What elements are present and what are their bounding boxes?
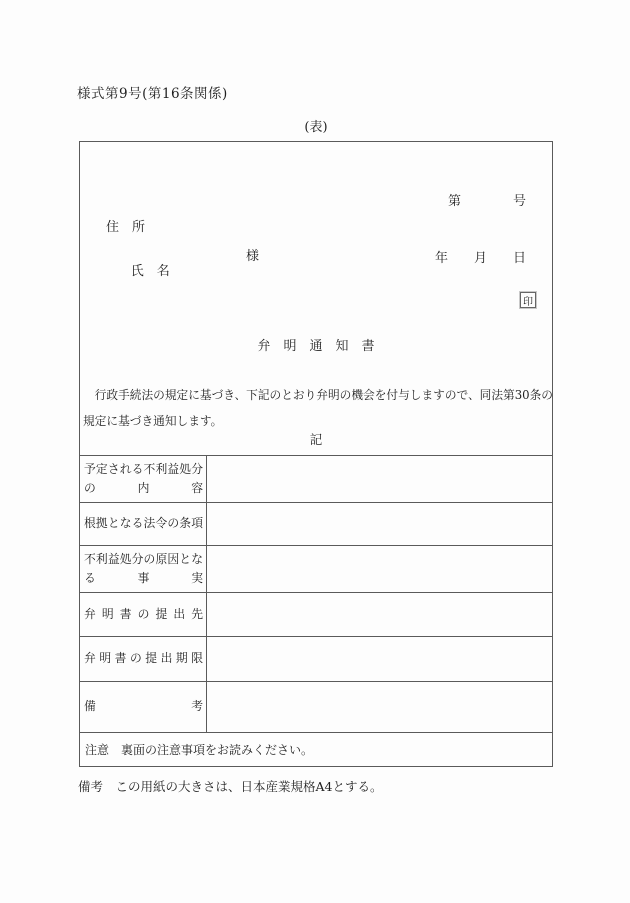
- date-line: 年 月 日: [434, 251, 526, 266]
- table-row-remarks: [80, 681, 552, 732]
- row-value-cell: [207, 456, 552, 502]
- row-label: 備考: [80, 682, 207, 732]
- row-value-cell: [207, 637, 552, 681]
- paper-size-note: 備考 この用紙の大きさは、日本産業規格A4とする。: [78, 779, 383, 794]
- row-value-cell: [207, 546, 552, 592]
- notice-title: 弁 明 通 知 書: [257, 339, 375, 354]
- notice-body-line: 規定に基づき通知します。: [83, 414, 223, 428]
- document-number-block: [435, 154, 552, 306]
- table-row-legal-basis: [80, 502, 552, 545]
- table-row-disposition-content: [80, 455, 552, 502]
- row-value-cell: [207, 593, 552, 636]
- document-number-line: 第 号: [447, 194, 526, 209]
- table-row-submission-deadline: [80, 636, 552, 681]
- honorific-label: 様: [246, 249, 260, 264]
- row-value-cell: [207, 682, 552, 732]
- recipient-name-row: [106, 245, 426, 309]
- seal-stamp-icon: 印: [520, 292, 536, 308]
- record-marker: 記: [309, 432, 323, 447]
- row-label: 不利益処分の原因とな る事実: [80, 546, 207, 592]
- address-label: 住 所: [106, 220, 146, 235]
- row-label: 予定される不利益処分 の内容: [80, 456, 207, 502]
- table-row-submission-destination: [80, 592, 552, 636]
- form-number-label: 様式第9号(第16条関係): [77, 86, 228, 102]
- notice-body-line: 行政手続法の規定に基づき、下記のとおり弁明の機会を付与しますので、同法第30条の: [83, 388, 553, 402]
- name-label: 氏 名: [130, 264, 170, 279]
- row-value-cell: [207, 503, 552, 545]
- table-row-cause-facts: [80, 545, 552, 592]
- caution-text: 注意 裏面の注意事項をお読みください。: [85, 743, 314, 757]
- row-label: 弁明書の提出期限: [80, 637, 207, 681]
- row-label: 弁明書の提出先: [80, 593, 207, 636]
- notice-form-box: [79, 141, 553, 767]
- notice-body: [83, 382, 553, 434]
- sheet-side-indicator: (表): [304, 120, 328, 135]
- row-label: 根拠となる法令の条項: [80, 503, 207, 545]
- details-table: [80, 455, 552, 766]
- caution-row: [80, 732, 552, 766]
